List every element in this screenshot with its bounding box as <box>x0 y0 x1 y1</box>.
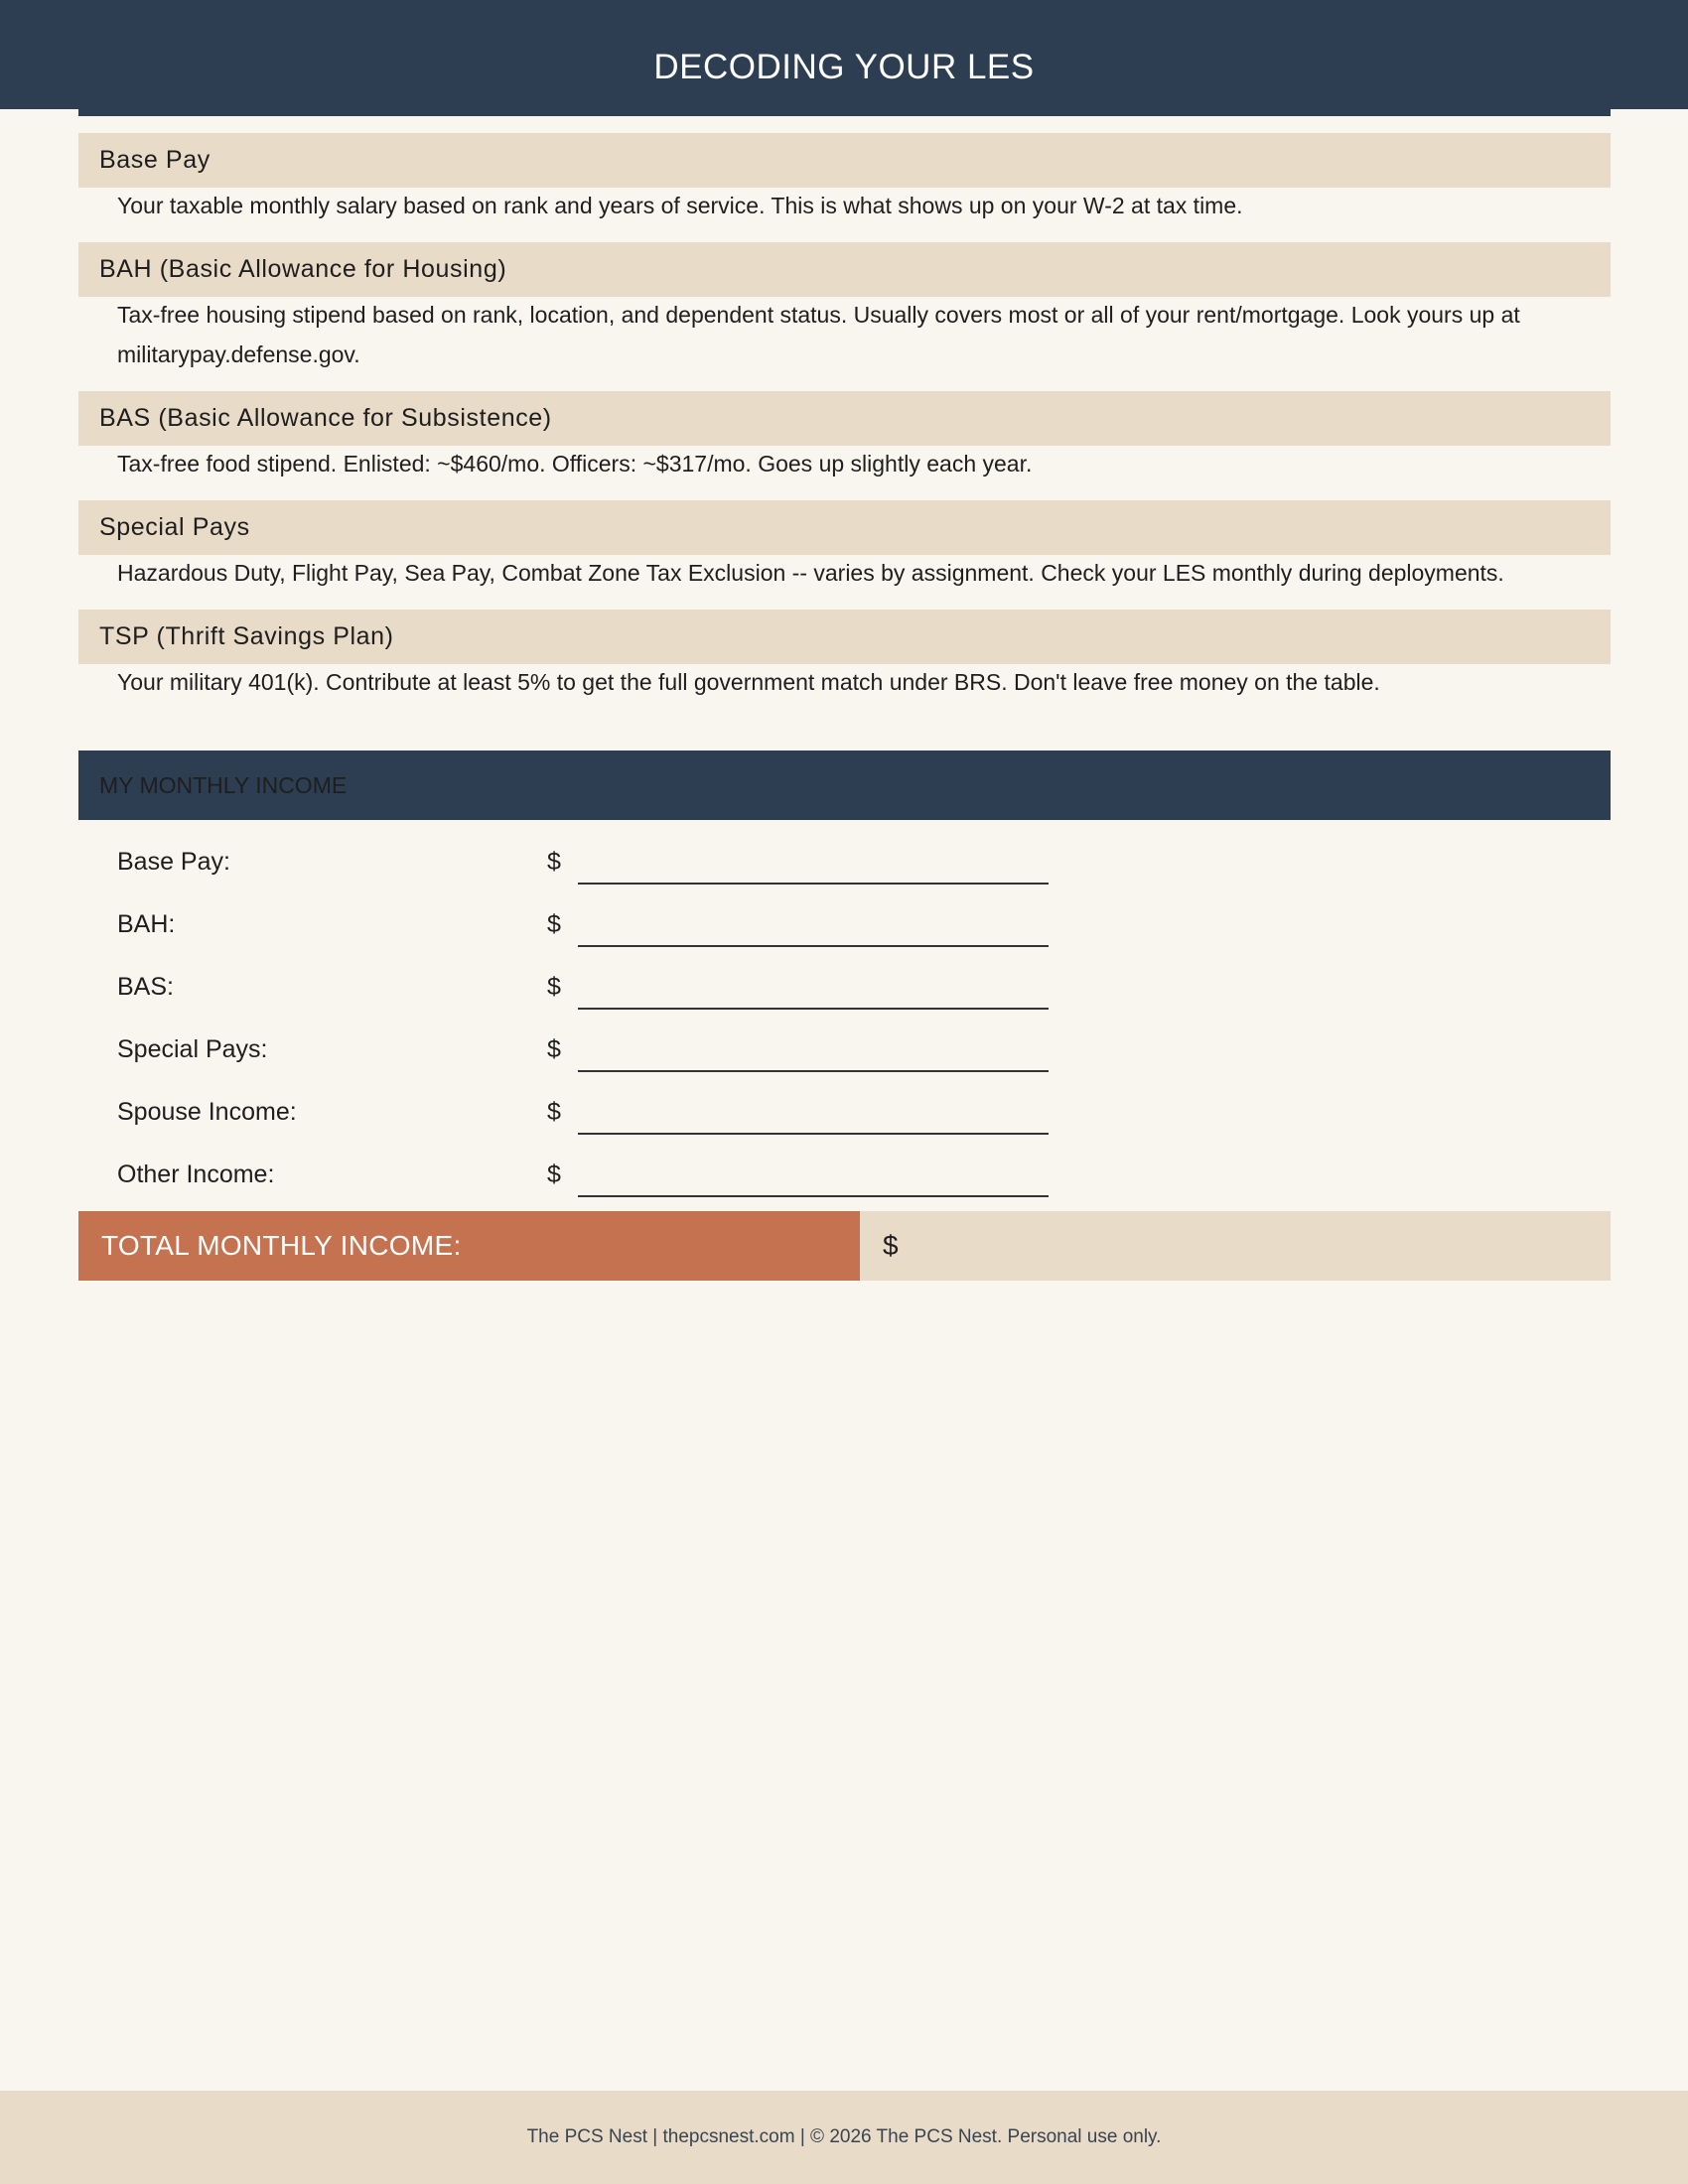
term-description-tsp: Your military 401(k). Contribute at least 5% to get the full government match under BRS. Don't leave free money on the table. <box>117 669 1380 695</box>
term-heading-bah: BAH (Basic Allowance for Housing) <box>78 242 1611 297</box>
term-description-line: militarypay.defense.gov. <box>117 341 360 367</box>
term-heading-base-pay: Base Pay <box>78 133 1611 188</box>
currency-symbol: $ <box>547 910 561 938</box>
bas-amount-field[interactable] <box>578 1008 1049 1010</box>
base-pay-amount-field[interactable] <box>578 883 1049 885</box>
income-section-title: MY MONTHLY INCOME <box>78 751 1611 820</box>
total-monthly-income-label: TOTAL MONTHLY INCOME: <box>78 1211 860 1281</box>
spouse-income-amount-field[interactable] <box>578 1133 1049 1135</box>
term-heading-special-pays: Special Pays <box>78 500 1611 555</box>
term-description-bas: Tax-free food stipend. Enlisted: ~$460/mo. Officers: ~$317/mo. Goes up slightly each year. <box>117 451 1033 477</box>
term-description-bah <box>117 295 1587 374</box>
total-monthly-income-field[interactable] <box>860 1211 1611 1281</box>
income-row-label-special-pays: Special Pays: <box>117 1035 268 1063</box>
income-row-label-base-pay: Base Pay: <box>117 848 230 876</box>
header-tab-strip <box>78 99 1611 116</box>
income-row-label-other-income: Other Income: <box>117 1160 275 1188</box>
term-description-base-pay: Your taxable monthly salary based on rank and years of service. This is what shows up on your W-2 at tax time. <box>117 193 1243 218</box>
footer: The PCS Nest | thepcsnest.com | © 2026 The PCS Nest. Personal use only. <box>0 2091 1688 2184</box>
special-pays-amount-field[interactable] <box>578 1070 1049 1072</box>
bah-amount-field[interactable] <box>578 945 1049 947</box>
other-income-amount-field[interactable] <box>578 1195 1049 1197</box>
currency-symbol: $ <box>547 1035 561 1063</box>
currency-symbol: $ <box>547 1160 561 1188</box>
term-heading-bas: BAS (Basic Allowance for Subsistence) <box>78 391 1611 446</box>
page-title: DECODING YOUR LES <box>653 48 1035 86</box>
term-heading-tsp: TSP (Thrift Savings Plan) <box>78 610 1611 664</box>
currency-symbol: $ <box>547 973 561 1001</box>
term-description-line: Tax-free housing stipend based on rank, location, and dependent status. Usually covers most or all of your rent/mortgage. Look yours up at <box>117 302 1520 328</box>
income-row-label-bas: BAS: <box>117 973 174 1001</box>
income-row-label-bah: BAH: <box>117 910 176 938</box>
currency-symbol: $ <box>547 1098 561 1126</box>
currency-symbol: $ <box>547 848 561 876</box>
currency-symbol: $ <box>883 1230 899 1261</box>
term-description-special-pays: Hazardous Duty, Flight Pay, Sea Pay, Combat Zone Tax Exclusion -- varies by assignment. Check your LES monthly during deployments. <box>117 560 1504 586</box>
income-row-label-spouse-income: Spouse Income: <box>117 1098 297 1126</box>
